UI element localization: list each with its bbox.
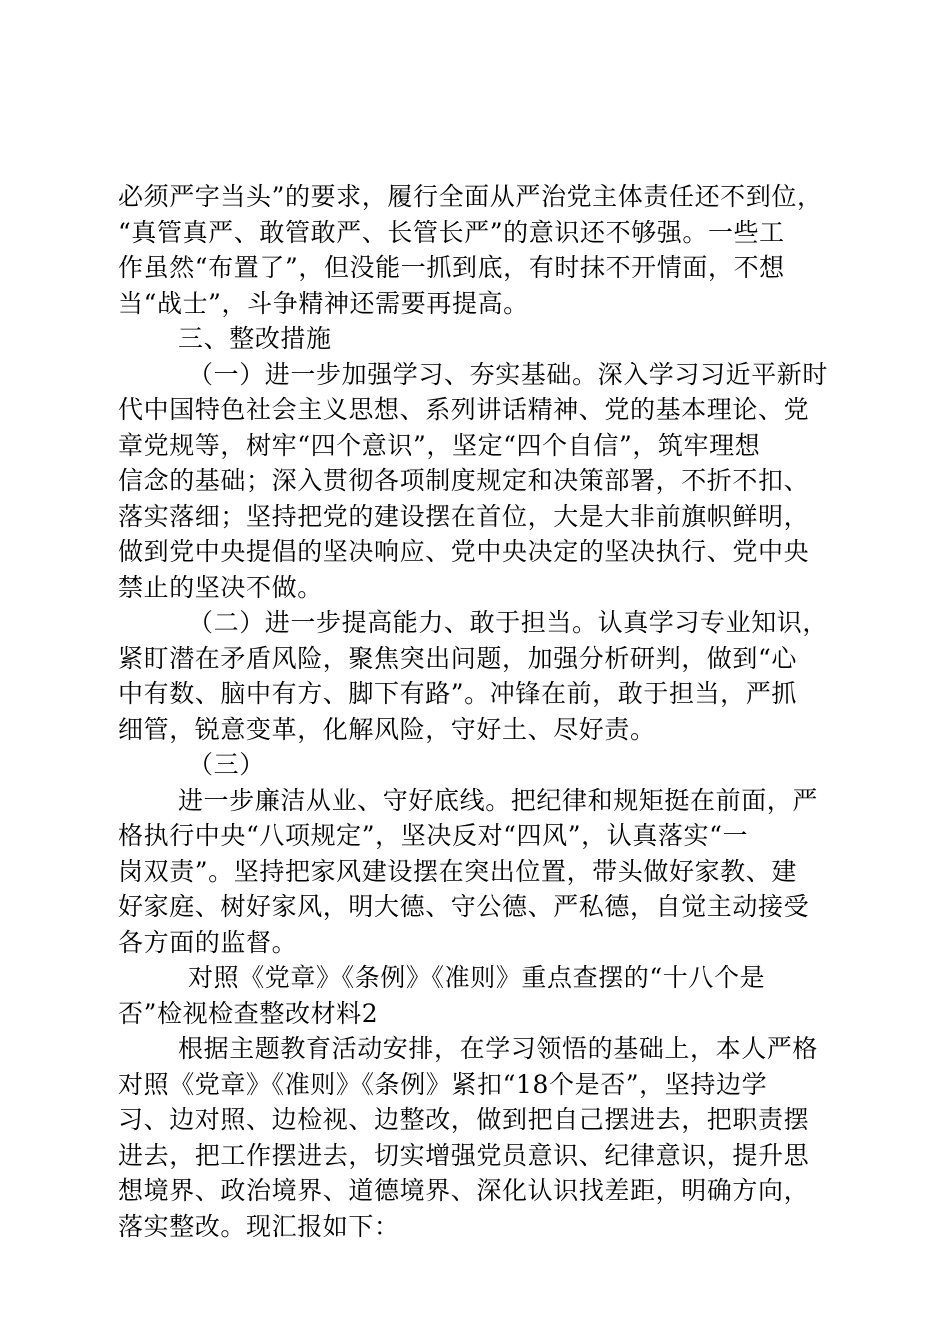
document-title: 对照《党章》《条例》《准则》重点查摆的“十八个是 — [188, 963, 766, 992]
paragraph-line: “真管真严、敢管敢严、长管长严”的意识还不够强。一些工 — [118, 218, 785, 247]
paragraph-line: 做到党中央提倡的坚决响应、党中央决定的坚决执行、党中央 — [118, 537, 810, 566]
paragraph-line: 各方面的监督。 — [118, 928, 298, 957]
paragraph-line: 岗双责”。坚持把家风建设摆在突出位置，带头做好家教、建 — [118, 857, 797, 886]
paragraph-line: 根据主题教育活动安排，在学习领悟的基础上，本人严格 — [178, 1034, 819, 1063]
paragraph-line: 代中国特色社会主义思想、系列讲话精神、党的基本理论、党 — [118, 395, 810, 424]
paragraph-line: 想境界、政治境界、道德境界、深化认识找差距，明确方向， — [118, 1176, 810, 1205]
paragraph-line: （二）进一步提高能力、敢于担当。认真学习专业知识， — [188, 608, 829, 637]
paragraph-line: 进一步廉洁从业、守好底线。把纪律和规矩挺在前面，严 — [178, 786, 819, 815]
paragraph-line: 必须严字当头”的要求，履行全面从严治党主体责任还不到位， — [118, 182, 823, 211]
paragraph-line: 好家庭、树好家风，明大德、守公德、严私德，自觉主动接受 — [118, 892, 810, 921]
paragraph-line: 紧盯潜在矛盾风险，聚焦突出问题，加强分析研判，做到“心 — [118, 644, 797, 673]
paragraph-line: 落实整改。现汇报如下： — [118, 1212, 400, 1241]
paragraph-line: 落实落细；坚持把党的建设摆在首位，大是大非前旗帜鲜明， — [118, 502, 810, 531]
paragraph-line: 对照《党章》《准则》《条例》紧扣“18个是否”，坚持边学 — [118, 1070, 768, 1099]
paragraph-line: 信念的基础；深入贯彻各项制度规定和决策部署，不折不扣、 — [118, 466, 810, 495]
paragraph-line: 习、边对照、边检视、边整改，做到把自己摆进去，把职责摆 — [118, 1105, 810, 1134]
paragraph-line: 格执行中央“八项规定”，坚决反对“四风”，认真落实“一 — [118, 821, 749, 850]
paragraph-line: 中有数、脑中有方、脚下有路”。冲锋在前，敢于担当，严抓 — [118, 679, 797, 708]
paragraph-line: 细管，锐意变革，化解风险，守好土、尽好责。 — [118, 715, 656, 744]
paragraph-line: 作虽然“布置了”，但没能一抓到底，有时抹不开情面，不想 — [118, 253, 785, 282]
paragraph-line: 进去，把工作摆进去，切实增强党员意识、纪律意识，提升思 — [118, 1141, 810, 1170]
section-heading: 三、整改措施 — [178, 324, 332, 353]
paragraph-line: 章党规等，树牢“四个意识”，坚定“四个自信”，筑牢理想 — [118, 431, 761, 460]
paragraph-line: 当“战士”，斗争精神还需要再提高。 — [118, 289, 529, 318]
paragraph-line: 禁止的坚决不做。 — [118, 573, 323, 602]
document-title: 否”检视检查整改材料2 — [118, 999, 379, 1028]
paragraph-line: （一）进一步加强学习、夯实基础。深入学习习近平新时 — [188, 360, 829, 389]
section-heading: （三） — [188, 750, 265, 779]
